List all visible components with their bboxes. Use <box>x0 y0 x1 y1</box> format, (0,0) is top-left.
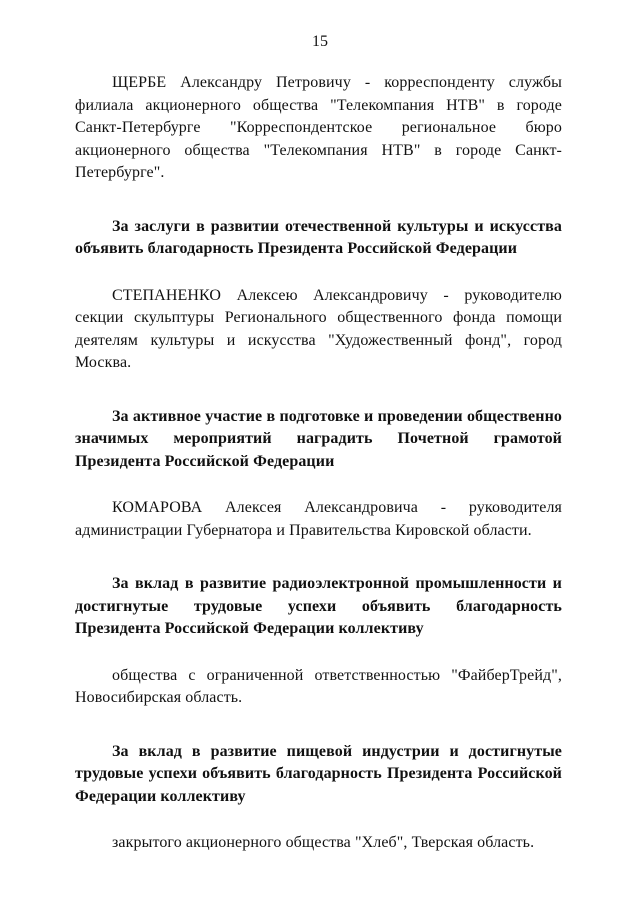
award-recipient-paragraph: КОМАРОВА Алексея Александровича - руководителя администрации Губернатора и Правительства Кировской области. <box>75 499 562 539</box>
award-recipient-paragraph: СТЕПАНЕНКО Алексею Александровичу - руководителю секции скульптуры Регионального общественного фонда помощи деятелям культуры и искусства "Художественный фонд", город Москва. <box>75 286 562 371</box>
award-heading: За вклад в развитие пищевой индустрии и достигнутые трудовые успехи объявить благодарность Президента Российской Федерации коллективу <box>75 742 562 805</box>
award-recipient-paragraph: ЩЕРБЕ Александру Петровичу - корреспонденту службы филиала акционерного общества "Телекомпания НТВ" в городе Санкт-Петербурге "Корреспондентское региональное бюро акционерного общества "Телекомпания НТВ" в городе Санкт-Петербурге". <box>75 74 562 181</box>
award-recipient-paragraph: закрытого акционерного общества "Хлеб", Тверская область. <box>112 834 535 851</box>
award-heading: За активное участие в подготовке и проведении общественно значимых мероприятий наградить Почетной грамотой Президента Российской Федерации <box>75 407 562 470</box>
award-recipient-paragraph: общества с ограниченной ответственностью "ФайберТрейд", Новосибирская область. <box>75 666 562 706</box>
document-body <box>75 72 562 855</box>
award-heading: За вклад в развитие радиоэлектронной промышленности и достигнутые трудовые успехи объявить благодарность Президента Российской Федерации коллективу <box>75 575 562 637</box>
page-number: 15 <box>312 33 328 50</box>
award-heading: За заслуги в развитии отечественной культуры и искусства объявить благодарность Президента Российской Федерации <box>75 217 562 257</box>
